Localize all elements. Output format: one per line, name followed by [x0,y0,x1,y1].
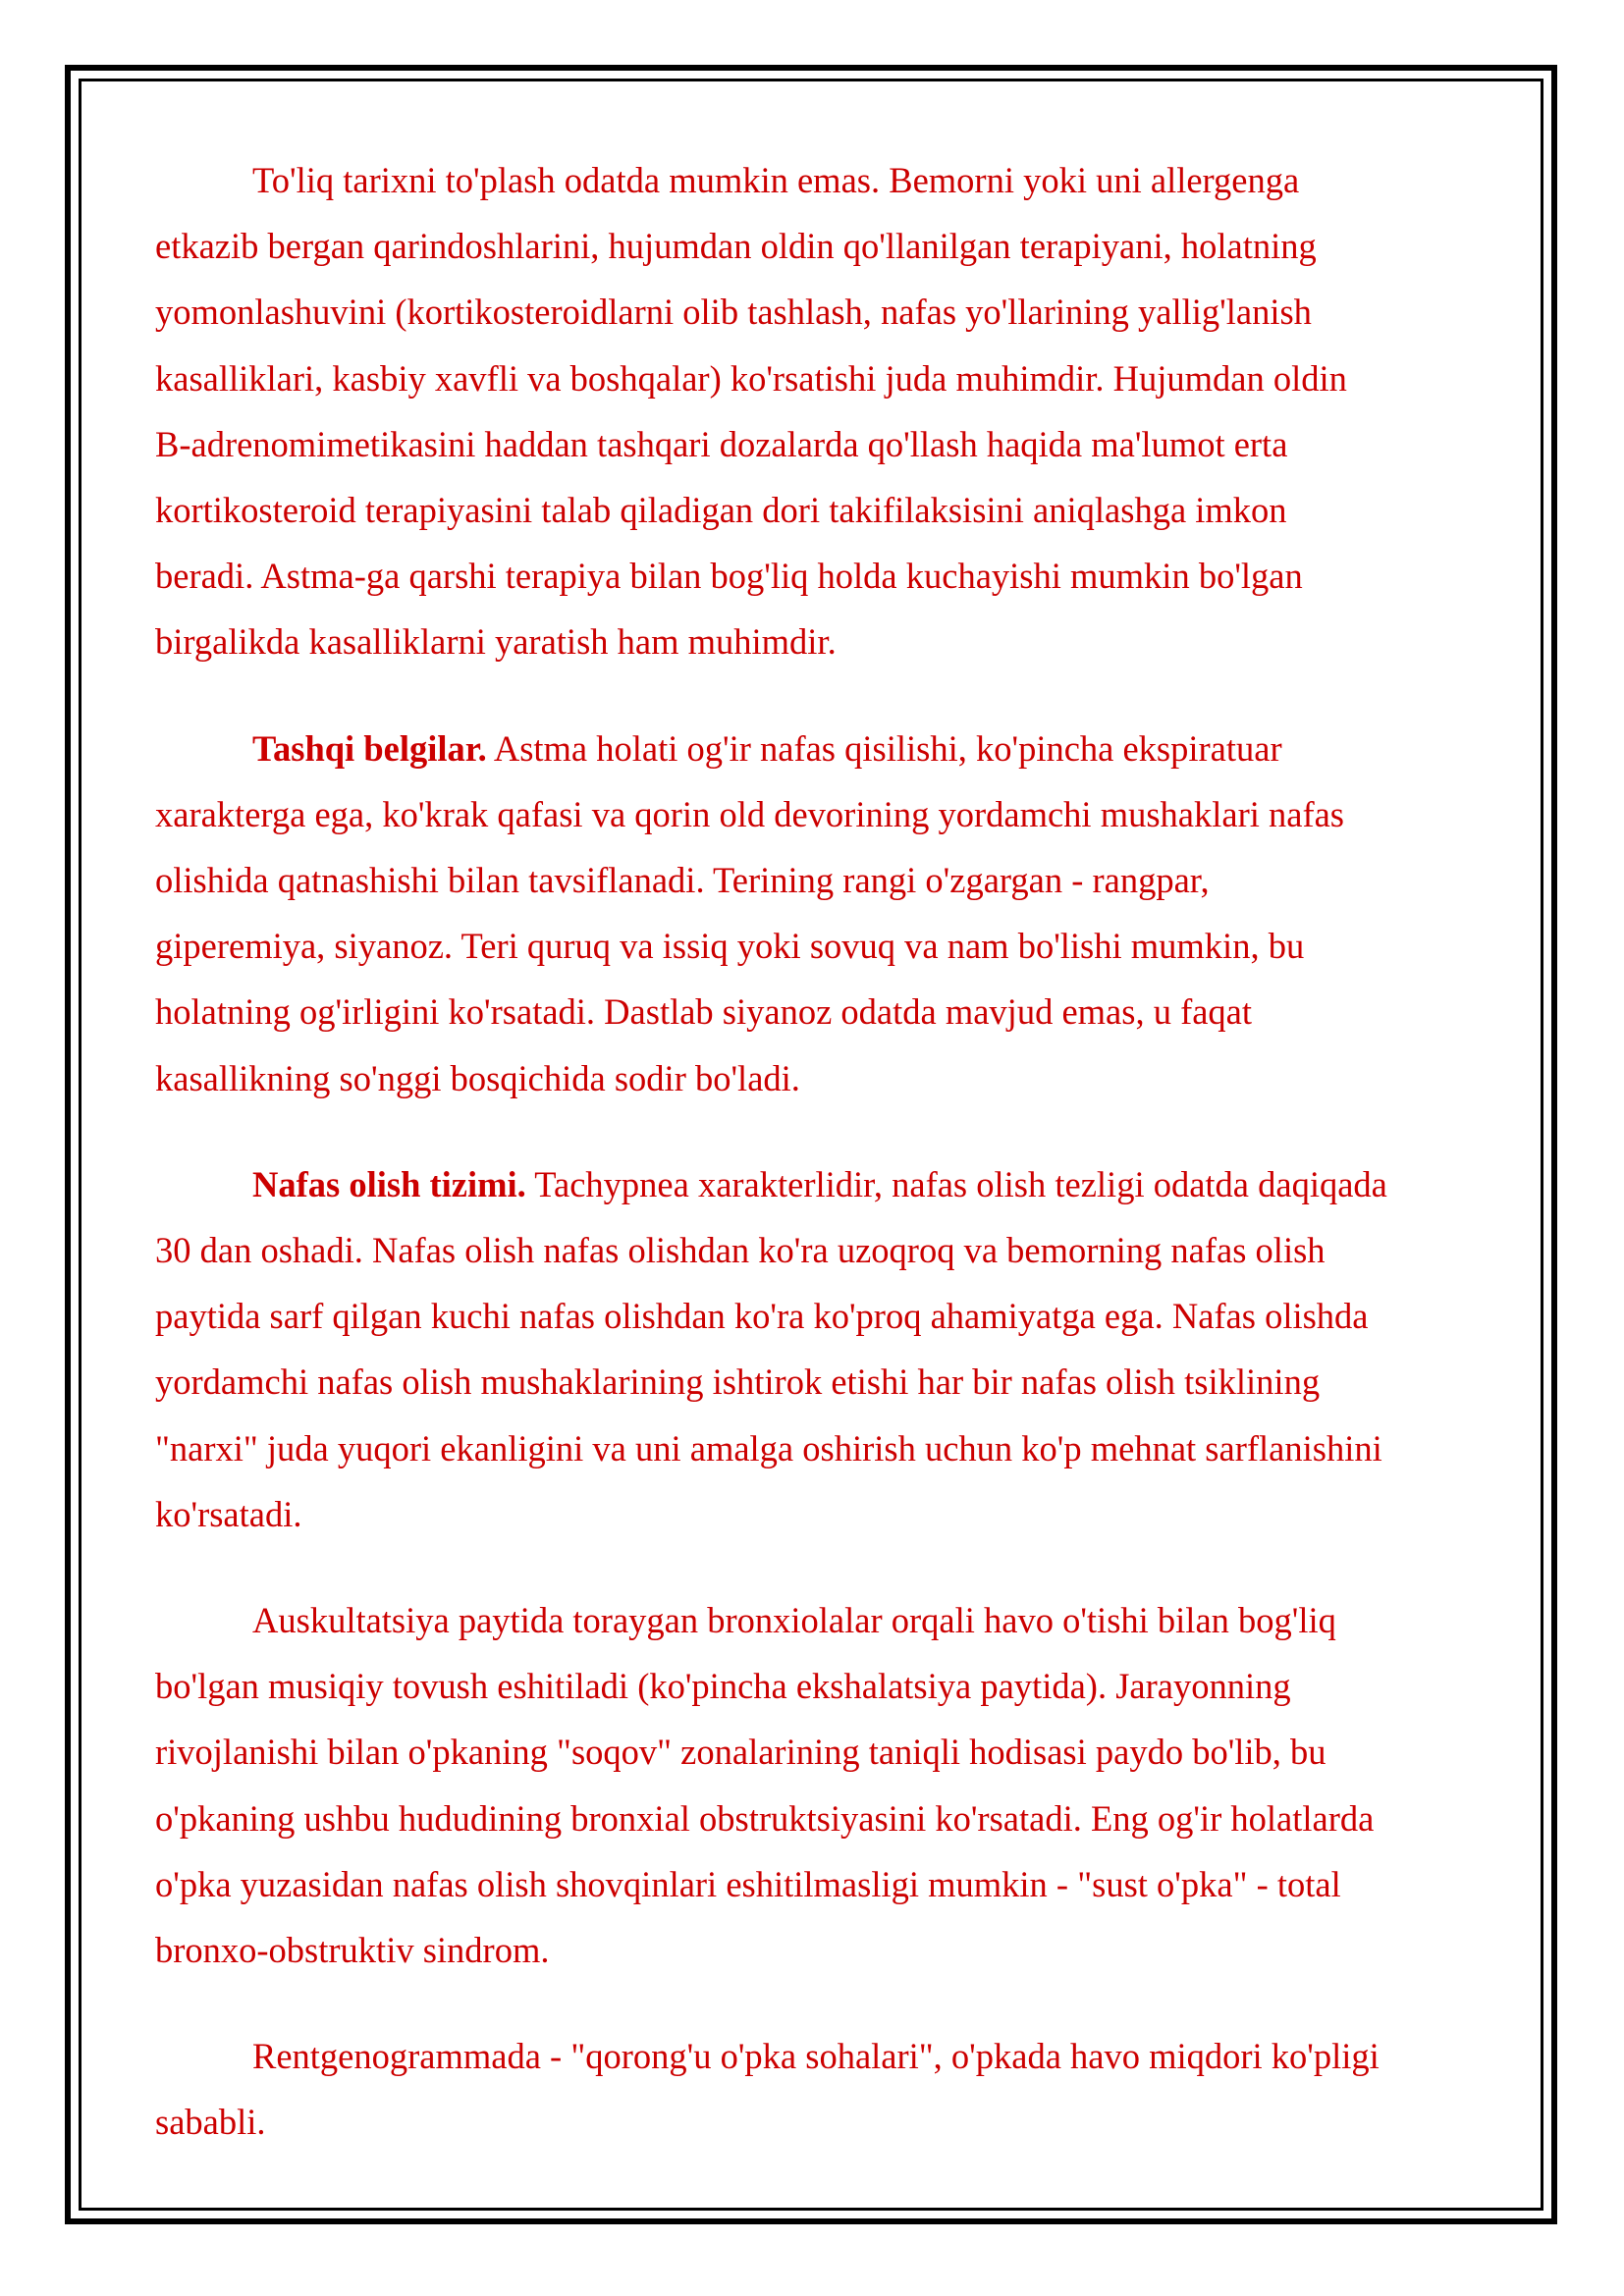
paragraph-text: Tachypnea xarakterlidir, nafas olish tezligi odatda daqiqada 30 dan oshadi. Nafas olish nafas olishdan ko'ra uzoqroq va bemorning nafas olish paytida sarf qilgan kuchi nafas olishdan ko'ra ko'proq ahamiyatga ega. Nafas olishda yordamchi nafas olish mushaklarining ishtirok etishi har bir nafas olish tsiklining "narxi" juda yuqori ekanligini va uni amalga oshirish uchun ko'p mehnat sarflanishini ko'rsatadi. [155,1163,1387,1534]
document-body [155,147,1481,2196]
paragraph-text: To'liq tarixni to'plash odatda mumkin emas. Bemorni yoki uni allergenga etkazib bergan qarindoshlarini, hujumdan oldin qo'llanilgan terapiyani, holatning yomonlashuvini (kortikosteroidlarni olib tashlash, nafas yo'llarining yallig'lanish kasalliklari, kasbiy xavfli va boshqalar) ko'rsatishi juda muhimdir. Hujumdan oldin B-adrenomimetikasini haddan tashqari dozalarda qo'llash haqida ma'lumot erta kortikosteroid terapiyasini talab qiladigan dori takifilaksisini aniqlashga imkon beradi. Astma-ga qarshi terapiya bilan bog'liq holda kuchayishi mumkin bo'lgan birgalikda kasalliklarni yaratish ham muhimdir. [155,160,1347,663]
paragraph-external-signs [155,716,1481,1111]
paragraph-auscultation [155,1587,1481,1983]
paragraph-xray [155,2023,1481,2155]
paragraph-heading: Tashqi belgilar. [252,727,487,769]
paragraph-heading: Nafas olish tizimi. [252,1163,526,1204]
paragraph-text: Auskultatsiya paytida toraygan bronxiolalar orqali havo o'tishi bilan bog'liq bo'lgan musiqiy tovush eshitiladi (ko'pincha ekshalatsiya paytida). Jarayonning rivojlanishi bilan o'pkaning "soqov" zonalarining taniqli hodisasi paydo bo'lib, bu o'pkaning ushbu hududining bronxial obstruktsiyasini ko'rsatadi. Eng og'ir holatlarda o'pka yuzasidan nafas olish shovqinlari eshitilmasligi mumkin - "sust o'pka" - total bronxo-obstruktiv sindrom. [155,1600,1375,1971]
paragraph-text: Rentgenogrammada - "qorong'u o'pka sohalari", o'pkada havo miqdori ko'pligi sababli. [155,2036,1380,2143]
paragraph-respiratory-system [155,1151,1481,1547]
paragraph-history [155,147,1481,675]
paragraph-text: Astma holati og'ir nafas qisilishi, ko'pincha ekspiratuar xarakterga ega, ko'krak qafasi va qorin old devorining yordamchi mushaklari nafas olishida qatnashishi bilan tavsiflanadi. Terining rangi o'zgargan - rangpar, giperemiya, siyanoz. Teri quruq va issiq yoki sovuq va nam bo'lishi mumkin, bu holatning og'irligini ko'rsatadi. Dastlab siyanoz odatda mavjud emas, u faqat kasallikning so'nggi bosqichida sodir bo'ladi. [155,727,1345,1098]
